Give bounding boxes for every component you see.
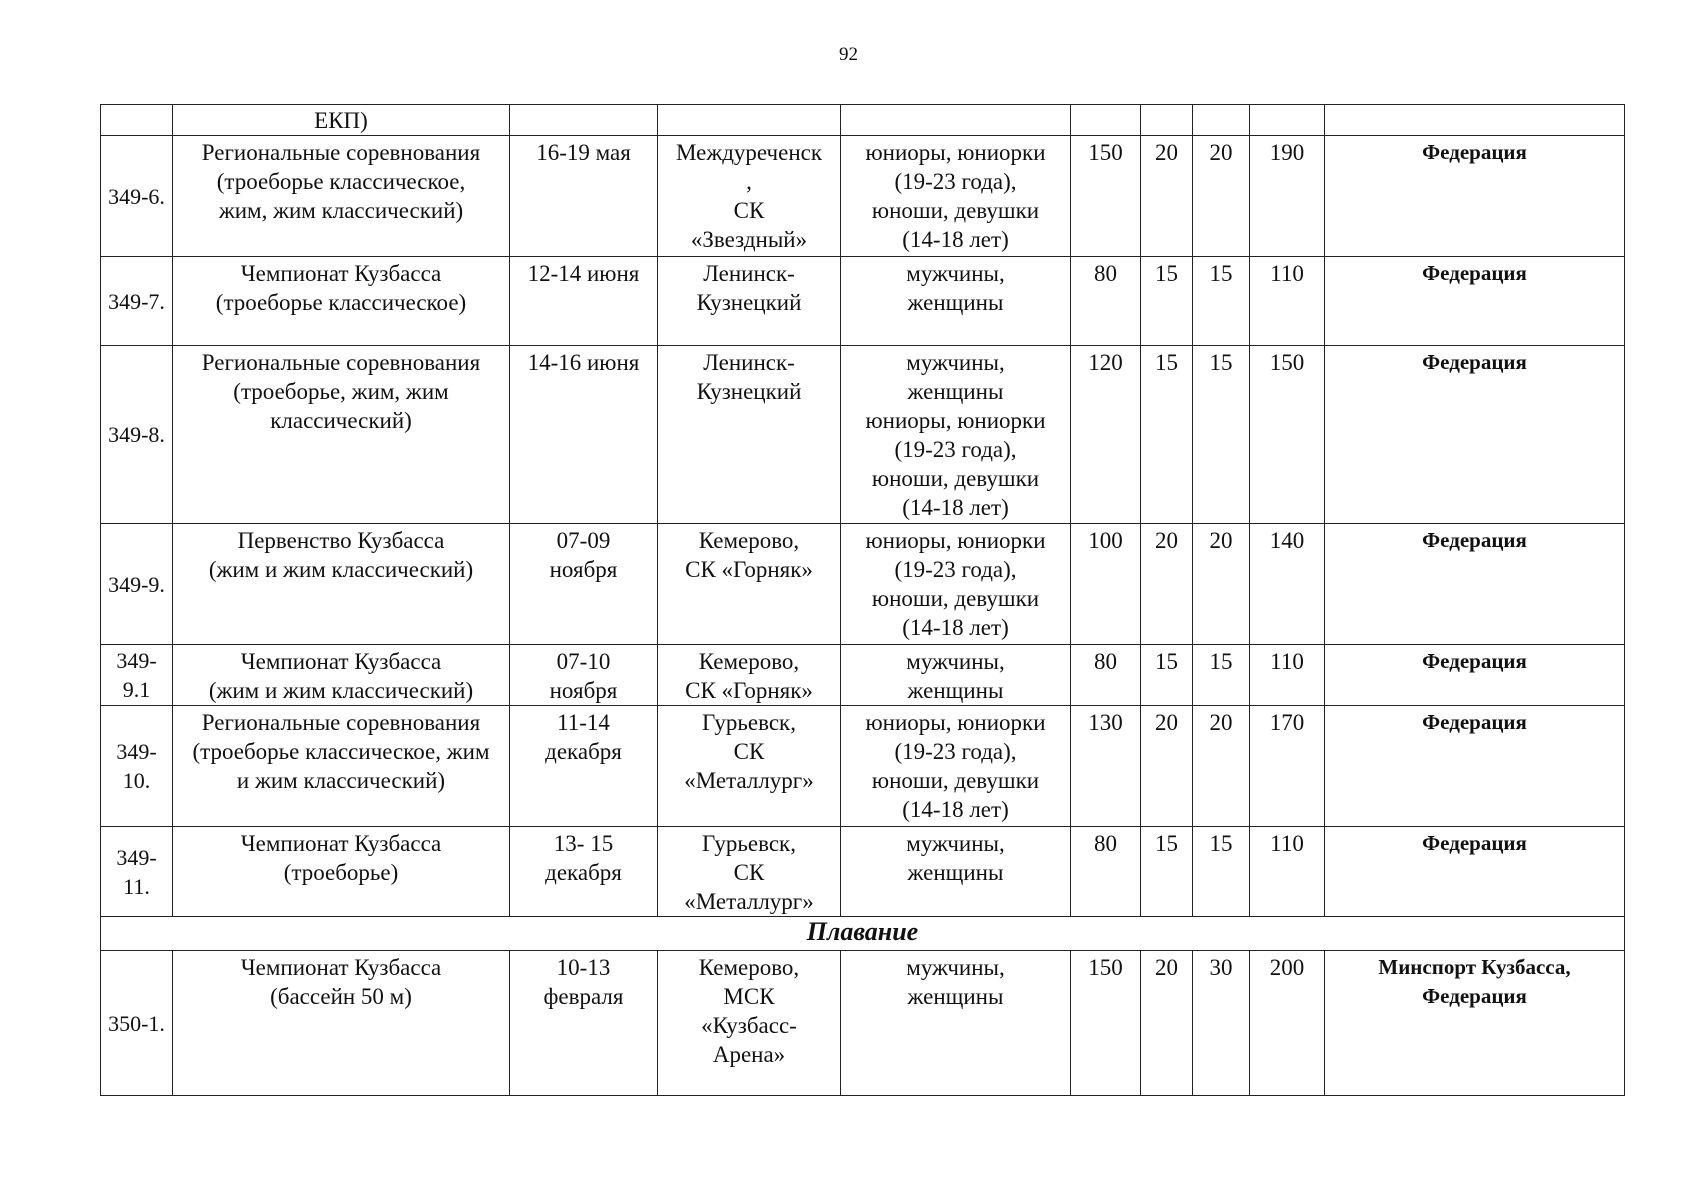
row-number <box>101 105 173 136</box>
event-dates: 13- 15 декабря <box>510 827 658 917</box>
event-participants: мужчины, женщины <box>841 257 1071 346</box>
event-organizer: Федерация <box>1325 827 1625 917</box>
event-name: ЕКП) <box>173 105 510 136</box>
events-table <box>100 104 1625 1096</box>
event-organizer: Федерация <box>1325 524 1625 645</box>
count-total: 150 <box>1250 346 1325 524</box>
count-1: 100 <box>1071 524 1141 645</box>
event-dates <box>510 105 658 136</box>
event-organizer: Федерация <box>1325 257 1625 346</box>
table-row <box>101 257 1625 346</box>
event-place: Междуреченск , СК «Звездный» <box>658 136 841 257</box>
count-total: 110 <box>1250 645 1325 706</box>
count-3: 15 <box>1193 257 1250 346</box>
count-total: 190 <box>1250 136 1325 257</box>
event-dates: 12-14 июня <box>510 257 658 346</box>
count-3: 30 <box>1193 951 1250 1096</box>
count-2 <box>1141 105 1193 136</box>
count-total: 110 <box>1250 257 1325 346</box>
event-organizer: Федерация <box>1325 346 1625 524</box>
row-number: 349-7. <box>101 257 173 346</box>
event-organizer: Федерация <box>1325 136 1625 257</box>
count-1: 80 <box>1071 257 1141 346</box>
count-2: 20 <box>1141 706 1193 827</box>
event-place: Ленинск- Кузнецкий <box>658 257 841 346</box>
table-row <box>101 524 1625 645</box>
event-name: Чемпионат Кузбасса (жим и жим классический) <box>173 645 510 706</box>
event-dates: 10-13 февраля <box>510 951 658 1096</box>
table-row <box>101 706 1625 827</box>
count-3: 15 <box>1193 645 1250 706</box>
row-number: 349- 11. <box>101 827 173 917</box>
page-number: 92 <box>839 44 858 65</box>
event-organizer: Федерация <box>1325 706 1625 827</box>
table-row <box>101 346 1625 524</box>
count-2: 20 <box>1141 136 1193 257</box>
count-1 <box>1071 105 1141 136</box>
event-dates: 16-19 мая <box>510 136 658 257</box>
count-2: 20 <box>1141 524 1193 645</box>
event-participants: юниоры, юниорки (19-23 года), юноши, девушки (14-18 лет) <box>841 136 1071 257</box>
event-participants: мужчины, женщины <box>841 827 1071 917</box>
event-dates: 07-10 ноября <box>510 645 658 706</box>
count-1: 150 <box>1071 951 1141 1096</box>
event-organizer: Минспорт Кузбасса, Федерация <box>1325 951 1625 1096</box>
count-total <box>1250 105 1325 136</box>
event-place <box>658 105 841 136</box>
count-3: 15 <box>1193 827 1250 917</box>
event-place: Гурьевск, СК «Металлург» <box>658 827 841 917</box>
event-participants: юниоры, юниорки (19-23 года), юноши, девушки (14-18 лет) <box>841 706 1071 827</box>
row-number: 349- 10. <box>101 706 173 827</box>
count-3: 20 <box>1193 706 1250 827</box>
event-place: Кемерово, СК «Горняк» <box>658 524 841 645</box>
event-participants: мужчины, женщины <box>841 951 1071 1096</box>
section-title: Плавание <box>101 917 1625 951</box>
event-place: Ленинск- Кузнецкий <box>658 346 841 524</box>
event-dates: 14-16 июня <box>510 346 658 524</box>
count-total: 110 <box>1250 827 1325 917</box>
event-participants: мужчины, женщины юниоры, юниорки (19-23 года), юноши, девушки (14-18 лет) <box>841 346 1071 524</box>
count-2: 15 <box>1141 827 1193 917</box>
count-1: 80 <box>1071 827 1141 917</box>
table-row <box>101 645 1625 706</box>
event-place: Кемерово, СК «Горняк» <box>658 645 841 706</box>
row-number: 349-6. <box>101 136 173 257</box>
event-dates: 07-09 ноября <box>510 524 658 645</box>
count-2: 15 <box>1141 346 1193 524</box>
event-name: Региональные соревнования (троеборье классическое, жим и жим классический) <box>173 706 510 827</box>
count-3: 20 <box>1193 524 1250 645</box>
table-row <box>101 105 1625 136</box>
event-name: Чемпионат Кузбасса (бассейн 50 м) <box>173 951 510 1096</box>
event-organizer <box>1325 105 1625 136</box>
event-place: Кемерово, МСК «Кузбасс- Арена» <box>658 951 841 1096</box>
count-total: 200 <box>1250 951 1325 1096</box>
event-place: Гурьевск, СК «Металлург» <box>658 706 841 827</box>
row-number: 349-9. <box>101 524 173 645</box>
count-2: 15 <box>1141 645 1193 706</box>
event-participants <box>841 105 1071 136</box>
row-number: 349-8. <box>101 346 173 524</box>
count-1: 130 <box>1071 706 1141 827</box>
event-name: Чемпионат Кузбасса (троеборье классическое) <box>173 257 510 346</box>
event-organizer: Федерация <box>1325 645 1625 706</box>
count-total: 140 <box>1250 524 1325 645</box>
count-1: 80 <box>1071 645 1141 706</box>
count-1: 150 <box>1071 136 1141 257</box>
table-row <box>101 951 1625 1096</box>
count-2: 20 <box>1141 951 1193 1096</box>
count-1: 120 <box>1071 346 1141 524</box>
section-row <box>101 917 1625 951</box>
count-total: 170 <box>1250 706 1325 827</box>
count-3: 15 <box>1193 346 1250 524</box>
event-dates: 11-14 декабря <box>510 706 658 827</box>
count-3 <box>1193 105 1250 136</box>
table-row <box>101 827 1625 917</box>
event-name: Региональные соревнования (троеборье классическое, жим, жим классический) <box>173 136 510 257</box>
event-participants: юниоры, юниорки (19-23 года), юноши, девушки (14-18 лет) <box>841 524 1071 645</box>
count-2: 15 <box>1141 257 1193 346</box>
table-row <box>101 136 1625 257</box>
count-3: 20 <box>1193 136 1250 257</box>
event-name: Чемпионат Кузбасса (троеборье) <box>173 827 510 917</box>
event-participants: мужчины, женщины <box>841 645 1071 706</box>
row-number: 350-1. <box>101 951 173 1096</box>
event-name: Региональные соревнования (троеборье, жим, жим классический) <box>173 346 510 524</box>
row-number: 349- 9.1 <box>101 645 173 706</box>
event-name: Первенство Кузбасса (жим и жим классический) <box>173 524 510 645</box>
